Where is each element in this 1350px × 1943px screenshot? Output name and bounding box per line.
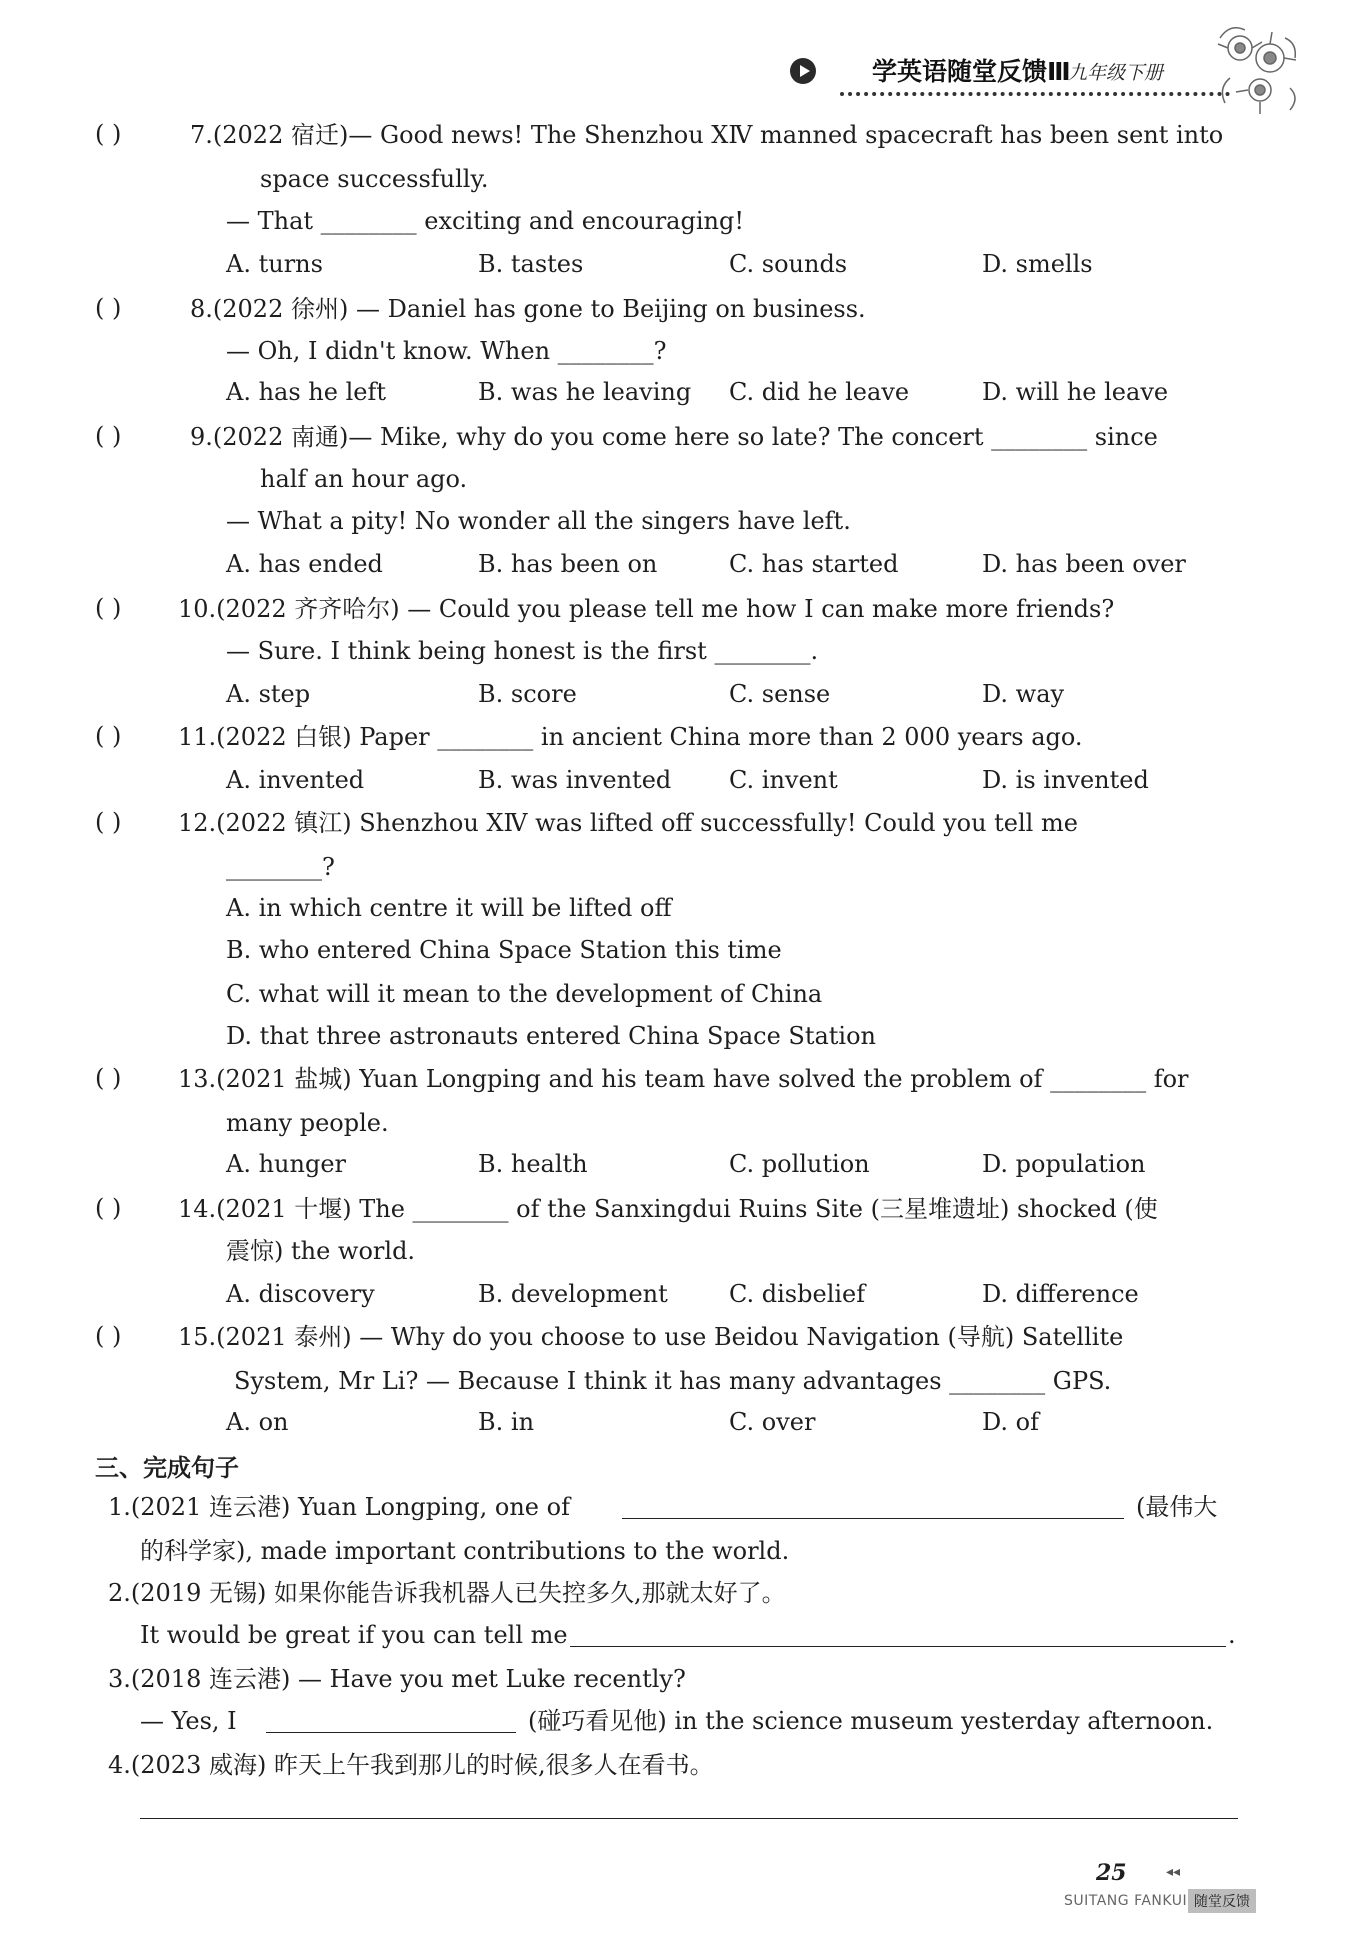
option-d: D. that three astronauts entered China Space Station	[226, 1022, 877, 1050]
sentence-end: .	[1228, 1621, 1236, 1649]
question-line: ________?	[226, 853, 335, 881]
question-line: 13.(2021 盐城) Yuan Longping and his team have solved the problem of ________ for	[178, 1065, 1189, 1093]
option-d: D. will he leave	[982, 378, 1169, 406]
option-d: D. is invented	[982, 766, 1149, 794]
option-a: A. invented	[226, 766, 365, 794]
book-grade: 九年级下册	[1068, 62, 1164, 84]
question-line: 10.(2022 齐齐哈尔) — Could you please tell me how I can make more friends?	[178, 595, 1115, 623]
option-a: A. step	[226, 680, 311, 708]
option-c: C. has started	[729, 550, 899, 578]
sentence-line: 1.(2021 连云港) Yuan Longping, one of	[108, 1493, 570, 1521]
answer-paren[interactable]: ( )	[95, 294, 122, 322]
question-line: 12.(2022 镇江) Shenzhou ⅩⅣ was lifted off successfully! Could you tell me	[178, 809, 1078, 837]
flower-icon	[1200, 18, 1310, 118]
option-a: A. hunger	[226, 1150, 346, 1178]
sentence-line: 4.(2023 威海) 昨天上午我到那儿的时候,很多人在看书。	[108, 1751, 714, 1779]
option-c: C. disbelief	[729, 1280, 866, 1308]
answer-paren[interactable]: ( )	[95, 722, 122, 750]
answer-blank[interactable]	[622, 1518, 1124, 1519]
option-c: C. what will it mean to the development of China	[226, 980, 823, 1008]
answer-paren[interactable]: ( )	[95, 422, 122, 450]
option-a: A. turns	[226, 250, 323, 278]
option-b: B. was he leaving	[478, 378, 692, 406]
sentence-hint: (最伟大	[1136, 1493, 1218, 1521]
option-c: C. pollution	[729, 1150, 870, 1178]
answer-paren[interactable]: ( )	[95, 808, 122, 836]
option-d: D. smells	[982, 250, 1093, 278]
answer-blank[interactable]	[570, 1646, 1226, 1647]
option-c: C. sounds	[729, 250, 848, 278]
option-a: A. has he left	[226, 378, 386, 406]
option-c: C. sense	[729, 680, 831, 708]
question-line: 11.(2022 白银) Paper ________ in ancient China more than 2 000 years ago.	[178, 723, 1083, 751]
option-c: C. over	[729, 1408, 816, 1436]
answer-blank[interactable]	[140, 1818, 1238, 1819]
answer-paren[interactable]: ( )	[95, 1194, 122, 1222]
answer-paren[interactable]: ( )	[95, 594, 122, 622]
footer-series-cn: 随堂反馈	[1188, 1889, 1256, 1913]
option-c: C. did he leave	[729, 378, 910, 406]
option-a: A. in which centre it will be lifted off	[226, 894, 672, 922]
question-line: 7.(2022 宿迁)— Good news! The Shenzhou ⅩⅣ manned spacecraft has been sent into	[190, 121, 1224, 149]
header-dotted-rule	[840, 92, 1230, 96]
question-line: half an hour ago.	[260, 465, 468, 493]
option-c: C. invent	[729, 766, 838, 794]
page-number: 25	[1096, 1860, 1127, 1886]
option-b: B. development	[478, 1280, 668, 1308]
sentence-line: — Yes, I	[140, 1707, 237, 1735]
question-line: 15.(2021 泰州) — Why do you choose to use Beidou Navigation (导航) Satellite	[178, 1323, 1124, 1351]
option-b: B. was invented	[478, 766, 672, 794]
question-line: — Oh, I didn't know. When ________?	[226, 337, 667, 365]
option-d: D. of	[982, 1408, 1039, 1436]
question-line: 14.(2021 十堰) The ________ of the Sanxingdui Ruins Site (三星堆遗址) shocked (使	[178, 1195, 1158, 1223]
option-b: B. who entered China Space Station this time	[226, 936, 782, 964]
sentence-line: It would be great if you can tell me	[140, 1621, 568, 1649]
option-b: B. in	[478, 1408, 535, 1436]
answer-paren[interactable]: ( )	[95, 1064, 122, 1092]
question-line: 8.(2022 徐州) — Daniel has gone to Beijing on business.	[190, 295, 866, 323]
play-icon	[790, 58, 816, 84]
option-d: D. population	[982, 1150, 1146, 1178]
book-title: 学英语随堂反馈Ⅲ	[872, 57, 1071, 86]
question-line: — Sure. I think being honest is the first ________.	[226, 637, 819, 665]
sentence-line: (碰巧看见他) in the science museum yesterday afternoon.	[528, 1707, 1214, 1735]
question-line: many people.	[226, 1109, 389, 1137]
option-d: D. has been over	[982, 550, 1186, 578]
answer-paren[interactable]: ( )	[95, 1322, 122, 1350]
option-d: D. difference	[982, 1280, 1139, 1308]
sentence-line: 的科学家), made important contributions to the world.	[140, 1537, 790, 1565]
option-a: A. on	[226, 1408, 289, 1436]
question-line: 9.(2022 南通)— Mike, why do you come here so late? The concert ________ since	[190, 423, 1158, 451]
sentence-line: 2.(2019 无锡) 如果你能告诉我机器人已失控多久,那就太好了。	[108, 1579, 786, 1607]
page-header	[790, 50, 1230, 100]
option-b: B. score	[478, 680, 577, 708]
question-line: — What a pity! No wonder all the singers have left.	[226, 507, 851, 535]
section-heading: 三、完成句子	[95, 1454, 239, 1482]
answer-paren[interactable]: ( )	[95, 120, 122, 148]
question-line: System, Mr Li? — Because I think it has many advantages ________ GPS.	[234, 1367, 1112, 1395]
question-line: — That ________ exciting and encouraging!	[226, 207, 744, 235]
double-arrow-icon: ◂◂	[1166, 1864, 1181, 1880]
option-a: A. discovery	[226, 1280, 375, 1308]
answer-blank[interactable]	[266, 1732, 516, 1733]
sentence-line: 3.(2018 连云港) — Have you met Luke recently?	[108, 1665, 686, 1693]
option-a: A. has ended	[226, 550, 383, 578]
question-line: space successfully.	[260, 165, 489, 193]
footer-series-en: SUITANG FANKUI	[1064, 1893, 1188, 1909]
option-b: B. has been on	[478, 550, 658, 578]
question-line: 震惊) the world.	[226, 1237, 416, 1265]
option-b: B. health	[478, 1150, 588, 1178]
option-d: D. way	[982, 680, 1065, 708]
option-b: B. tastes	[478, 250, 584, 278]
